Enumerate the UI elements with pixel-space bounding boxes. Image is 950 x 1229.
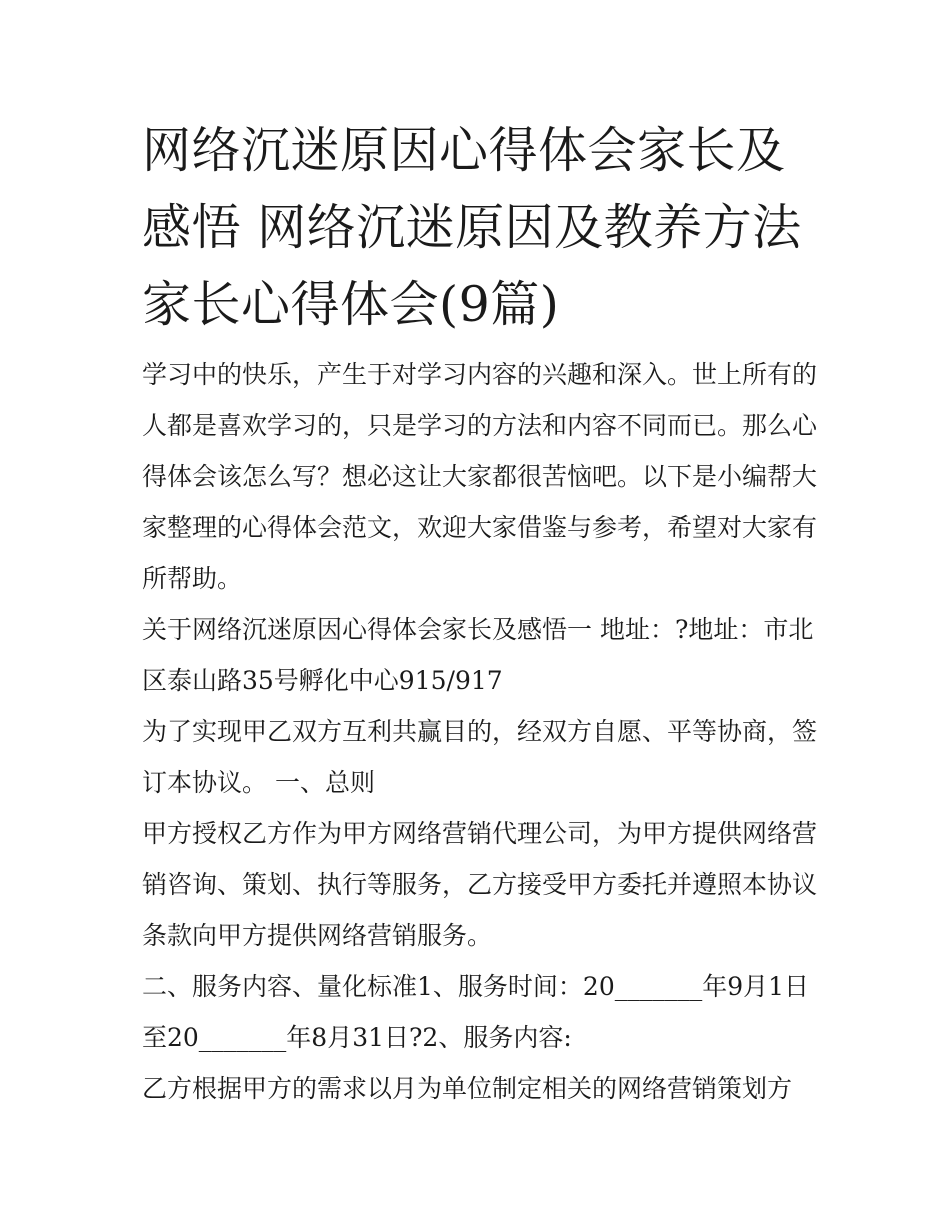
service-content-paragraph: 二、服务内容、量化标准1、服务时间：20_______年9月1日至20_______年8月31日?2、服务内容: [142,972,810,1052]
address-paragraph: 关于网络沉迷原因心得体会家长及感悟一 地址：?地址：市北区泰山路35号孵化中心915/917 [142,615,814,695]
document-page [142,112,822,1114]
authorization-paragraph: 甲方授权乙方作为甲方网络营销代理公司，为甲方提供网络营销咨询、策划、执行等服务，乙方接受甲方委托并遵照本协议条款向甲方提供网络营销服务。 [142,819,818,950]
agreement-purpose-paragraph: 为了实现甲乙双方互利共赢目的，经双方自愿、平等协商，签订本协议。 一、总则 [142,717,818,797]
document-title: 网络沉迷原因心得体会家长及感悟 网络沉迷原因及教养方法家长心得体会(9篇) [142,122,802,333]
planning-paragraph: 乙方根据甲方的需求以月为单位制定相关的网络营销策划方 [142,1074,793,1103]
intro-paragraph: 学习中的快乐，产生于对学习内容的兴趣和深入。世上所有的人都是喜欢学习的，只是学习的方法和内容不同而已。那么心得体会该怎么写？想必这让大家都很苦恼吧。以下是小编帮大家整理的心得体会范文，欢迎大家借鉴与参考，希望对大家有所帮助。 [142,360,818,593]
